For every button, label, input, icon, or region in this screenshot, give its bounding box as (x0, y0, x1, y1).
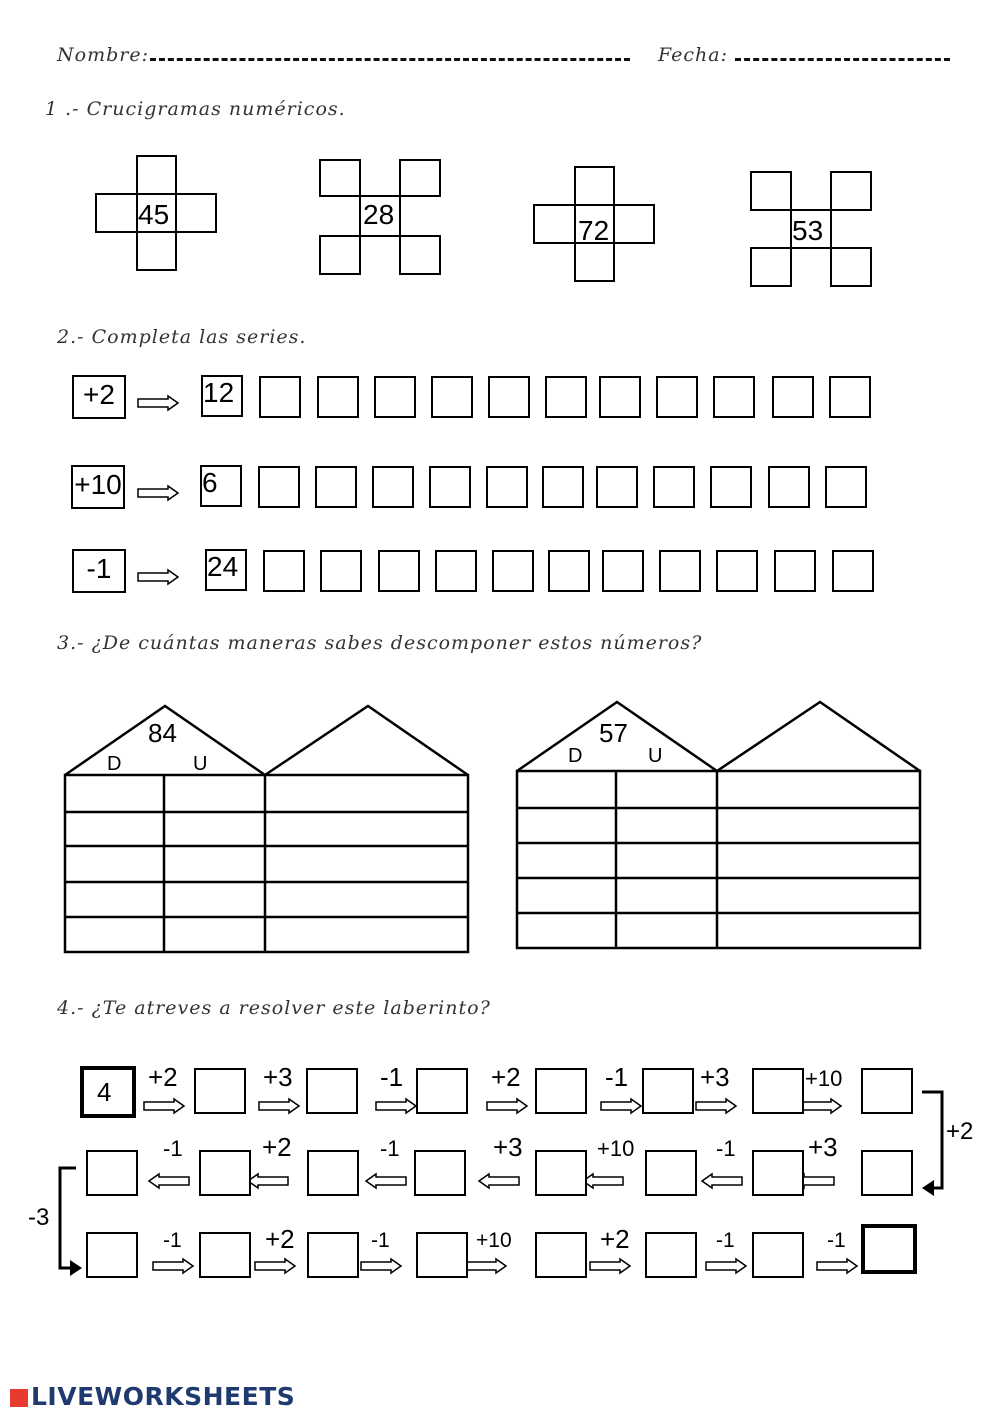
maze-cell[interactable] (752, 1232, 804, 1278)
maze-left-turn-line (60, 1168, 76, 1268)
crossword-2-number: 28 (363, 199, 395, 230)
series-3-arrow (138, 570, 178, 584)
house-1-body (65, 775, 468, 952)
house-1-units: U (193, 753, 208, 775)
maze-op-label: +10 (805, 1066, 843, 1091)
liveworksheets-logo (10, 1382, 295, 1411)
crossword-3-number: 72 (578, 215, 610, 246)
maze-arrow-right (466, 1259, 506, 1273)
maze-right-turn-arrowhead (922, 1180, 934, 1196)
maze-op-label: +2 (491, 1062, 521, 1092)
maze-arrow-right (696, 1099, 736, 1113)
maze-cell[interactable] (416, 1068, 468, 1114)
logo-text: LIVEWORKSHEETS (31, 1382, 296, 1411)
section-3-title: 3.- ¿De cuántas maneras sabes descomponer estos números? (57, 632, 703, 654)
maze-op-label: -1 (380, 1062, 404, 1092)
maze-arrow-right (601, 1099, 641, 1113)
maze-cell[interactable] (752, 1068, 804, 1114)
maze-cell[interactable] (199, 1232, 251, 1278)
maze-arrow-left (479, 1174, 519, 1188)
house-1-number: 84 (148, 718, 177, 748)
maze-cell[interactable] (86, 1232, 138, 1278)
maze-op-label: +3 (700, 1062, 730, 1092)
maze-right-turn-label: +2 (946, 1118, 974, 1145)
maze-cell[interactable] (194, 1068, 246, 1114)
maze-cell[interactable] (752, 1150, 804, 1196)
maze-op-label: -1 (716, 1229, 735, 1252)
maze-arrow-right (590, 1259, 630, 1273)
house-1-roof-right (265, 706, 468, 775)
maze-op-label: +3 (493, 1132, 523, 1162)
maze-cell[interactable] (642, 1068, 694, 1114)
maze-arrow-right (801, 1099, 841, 1113)
maze-op-label: -1 (605, 1062, 629, 1092)
maze-cell[interactable] (535, 1150, 587, 1196)
maze-op-label: -1 (380, 1136, 400, 1161)
maze-arrow-right (144, 1099, 184, 1113)
maze-cell[interactable] (306, 1068, 358, 1114)
maze-arrow-right (255, 1259, 295, 1273)
maze-op-label: +2 (265, 1224, 295, 1254)
series-3-start: 24 (207, 551, 239, 582)
maze-left-turn-label: -3 (28, 1204, 50, 1231)
maze-op-label: +2 (148, 1062, 178, 1092)
house-1-tens: D (107, 753, 122, 775)
series-2-rule: +10 (74, 469, 122, 500)
maze-cell[interactable] (307, 1232, 359, 1278)
series-1-arrow (138, 396, 178, 410)
section-4-title: 4.- ¿Te atreves a resolver este laberinto? (57, 997, 491, 1019)
maze-op-label: -1 (163, 1136, 183, 1161)
maze-arrow-right (361, 1259, 401, 1273)
section-1-title: 1 .- Crucigramas numéricos. (45, 98, 346, 120)
series-3-rule: -1 (86, 553, 112, 584)
house-2-roof-right (717, 702, 920, 771)
maze-start-number: 4 (97, 1077, 112, 1107)
logo-icon (10, 1389, 28, 1407)
house-2-units: U (648, 745, 663, 767)
series-2-arrow (138, 486, 178, 500)
maze-arrow-right (153, 1259, 193, 1273)
date-label: Fecha: (658, 44, 728, 66)
name-label: Nombre: (57, 44, 149, 66)
maze-end-box[interactable] (861, 1224, 917, 1274)
maze-arrow-left (149, 1174, 189, 1188)
crossword-1-number: 45 (138, 199, 170, 230)
maze-cell[interactable] (535, 1232, 587, 1278)
maze-arrow-left (366, 1174, 406, 1188)
house-2-body (517, 771, 920, 948)
maze-op-label: +3 (263, 1062, 293, 1092)
house-2-tens: D (568, 745, 583, 767)
maze-arrow-right (376, 1099, 416, 1113)
maze-cell[interactable] (307, 1150, 359, 1196)
maze-cell[interactable] (861, 1150, 913, 1196)
maze-arrow-right (259, 1099, 299, 1113)
maze-op-label: +10 (597, 1136, 635, 1161)
maze-cell[interactable] (416, 1232, 468, 1278)
maze-cell[interactable] (645, 1232, 697, 1278)
section-2-title: 2.- Completa las series. (57, 326, 307, 348)
series-2-start: 6 (202, 467, 218, 498)
maze-op-label: -1 (827, 1229, 846, 1252)
maze-arrow-left (248, 1174, 288, 1188)
maze-op-label: +2 (262, 1132, 292, 1162)
maze-op-label: +3 (808, 1132, 838, 1162)
maze-right-turn-line (922, 1092, 942, 1188)
series-1-start: 12 (203, 377, 235, 408)
maze-cell[interactable] (535, 1068, 587, 1114)
maze-op-label: -1 (163, 1229, 182, 1252)
series-1-rule: +2 (83, 379, 115, 410)
maze-cell[interactable] (414, 1150, 466, 1196)
maze-arrow-right (817, 1259, 857, 1273)
maze-arrow-right (487, 1099, 527, 1113)
maze-arrow-right (706, 1259, 746, 1273)
maze-op-label: -1 (716, 1136, 736, 1161)
maze-op-label: +10 (476, 1229, 512, 1252)
maze-arrow-left (702, 1174, 742, 1188)
maze-cell[interactable] (645, 1150, 697, 1196)
maze-cell[interactable] (86, 1150, 138, 1196)
maze-left-turn-arrowhead (70, 1260, 82, 1276)
maze-arrow-left (583, 1174, 623, 1188)
maze-cell[interactable] (199, 1150, 251, 1196)
house-2-number: 57 (599, 718, 628, 748)
crossword-4-number: 53 (792, 215, 824, 246)
maze-cell[interactable] (861, 1068, 913, 1114)
maze-op-label: -1 (371, 1229, 390, 1252)
maze-op-label: +2 (600, 1224, 630, 1254)
